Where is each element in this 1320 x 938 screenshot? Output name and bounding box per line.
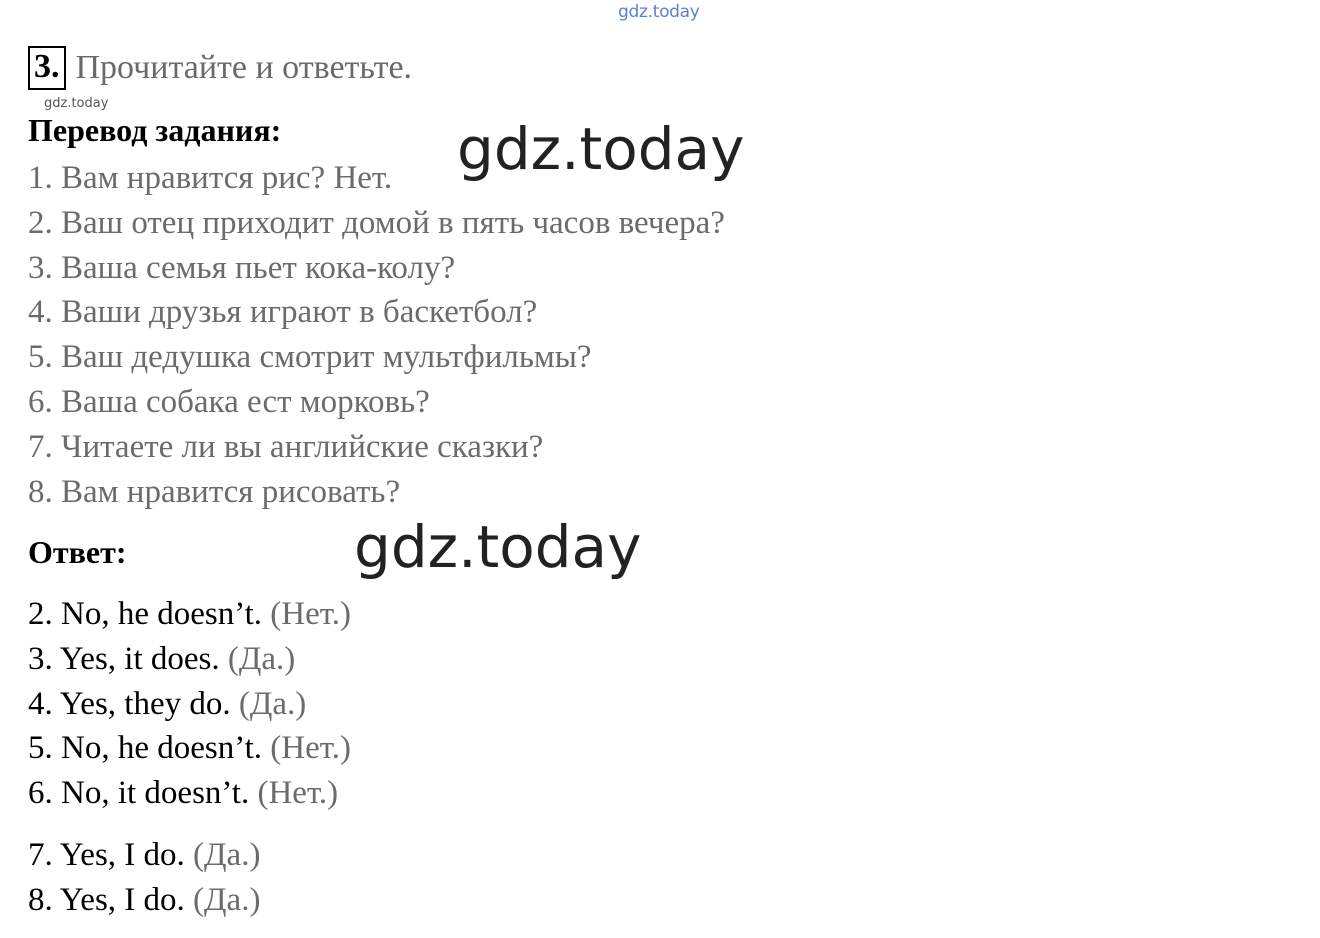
answer-english: 8. Yes, I do. xyxy=(28,881,194,918)
answer-english: 2. No, he doesn’t. xyxy=(28,596,271,632)
answer-english: 5. No, he doesn’t. xyxy=(28,730,271,767)
answer-russian: (Нет.) xyxy=(270,596,351,632)
task-header xyxy=(28,46,412,90)
watermark-small: gdz.today xyxy=(44,96,109,111)
question-list xyxy=(28,156,725,514)
answer-item xyxy=(28,637,351,682)
question-item: 4. Ваши друзья играют в баскетбол? xyxy=(28,294,538,331)
answer-list-1 xyxy=(28,592,351,816)
question-item: 8. Вам нравится рисовать? xyxy=(28,473,401,510)
answer-russian: (Нет.) xyxy=(270,730,351,767)
answer-item xyxy=(28,771,351,816)
answer-russian: (Да.) xyxy=(238,685,307,722)
task-title: Прочитайте и ответьте. xyxy=(75,49,413,86)
answer-item xyxy=(28,833,260,878)
answer-english: 4. Yes, they do. xyxy=(28,685,239,722)
answer-english: 3. Yes, it does. xyxy=(28,640,228,677)
answer-russian: (Да.) xyxy=(193,881,261,918)
answer-english: 7. Yes, I do. xyxy=(28,837,194,873)
question-item: 2. Ваш отец приходит домой в пять часов вечера? xyxy=(28,204,725,241)
question-item: 3. Ваша семья пьет кока-колу? xyxy=(28,249,456,286)
answer-item xyxy=(28,592,351,637)
question-item: 5. Ваш дедушка смотрит мультфильмы? xyxy=(28,339,592,376)
question-item: 1. Вам нравится рис? Нет. xyxy=(28,160,393,196)
answer-heading: Ответ: xyxy=(28,534,127,570)
answer-russian: (Да.) xyxy=(227,640,296,677)
translation-heading: Перевод задания: xyxy=(28,112,282,148)
question-item: 6. Ваша собака ест морковь? xyxy=(28,383,430,420)
watermark-large-1: gdz.today xyxy=(457,115,745,183)
answer-item xyxy=(28,726,351,771)
watermark-top: gdz.today xyxy=(618,2,700,22)
answer-english: 6. No, it doesn’t. xyxy=(28,775,258,812)
answer-russian: (Да.) xyxy=(193,837,261,873)
question-item: 7. Читаете ли вы английские сказки? xyxy=(28,428,544,465)
answer-list-2 xyxy=(28,833,260,923)
task-number: 3. xyxy=(28,46,66,90)
answer-item xyxy=(28,682,351,727)
watermark-large-2: gdz.today xyxy=(354,513,642,581)
answer-russian: (Нет.) xyxy=(257,775,339,812)
answer-item xyxy=(28,878,260,923)
